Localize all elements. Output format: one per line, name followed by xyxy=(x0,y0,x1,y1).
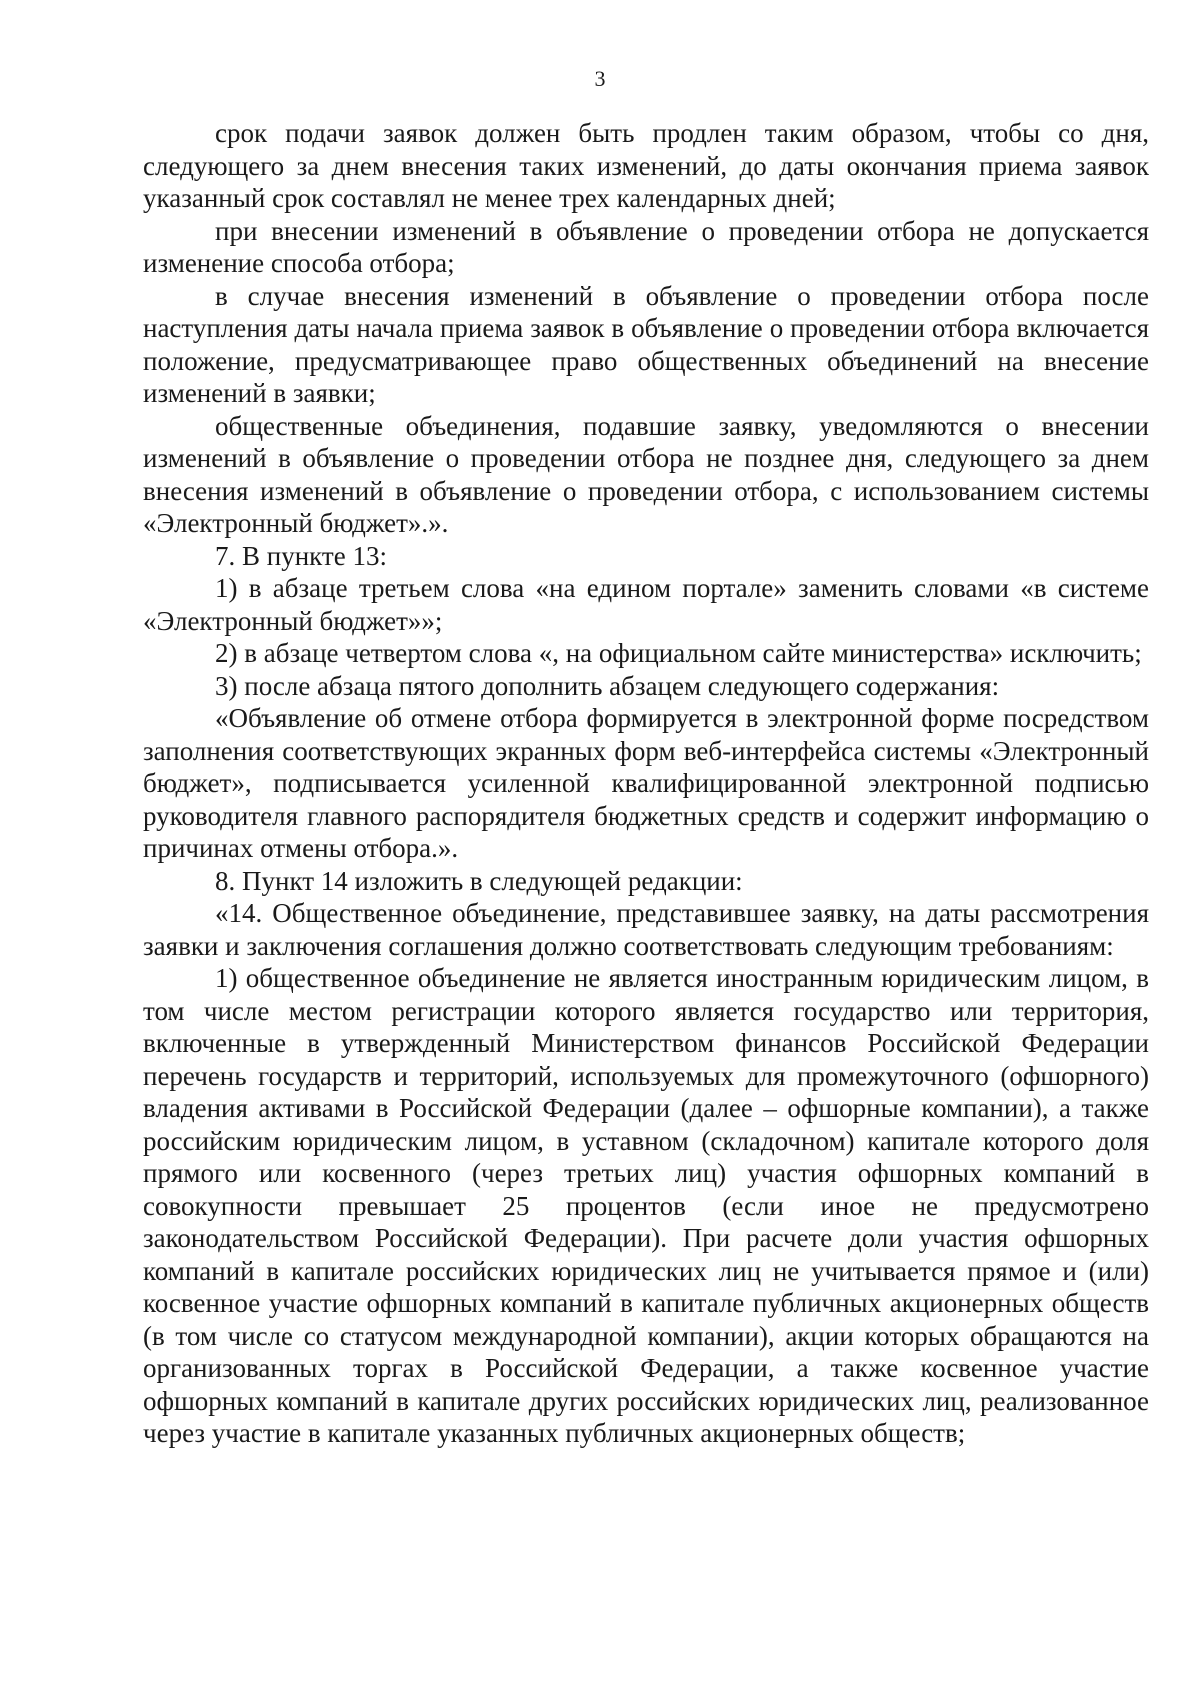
paragraph: «14. Общественное объединение, представившее заявку, на даты рассмотрения заявки и заключения соглашения должно соответствовать следующим требованиям: xyxy=(143,898,1149,961)
paragraph: в случае внесения изменений в объявление о проведении отбора после наступления даты начала приема заявок в объявление о проведении отбора включается положение, предусматривающее право общественных объединений на внесение изменений в заявки; xyxy=(143,280,1149,408)
paragraph: 1) в абзаце третьем слова «на едином портале» заменить словами «в системе «Электронный бюджет»»; xyxy=(143,573,1149,636)
paragraph: при внесении изменений в объявление о проведении отбора не допускается изменение способа отбора; xyxy=(143,215,1149,278)
paragraph: 2) в абзаце четвертом слова «, на официальном сайте министерства» исключить; xyxy=(215,638,1142,668)
paragraph: срок подачи заявок должен быть продлен таким образом, чтобы со дня, следующего за днем внесения таких изменений, до даты окончания приема заявок указанный срок составлял не менее трех календарных дней; xyxy=(143,118,1149,213)
paragraph: 7. В пункте 13: xyxy=(215,540,387,571)
paragraph: 8. Пункт 14 изложить в следующей редакции: xyxy=(215,865,743,896)
paragraph: 1) общественное объединение не является иностранным юридическим лицом, в том числе местом регистрации которого является государство или территория, включенные в утвержденный Министерством финансов Российской Федерации перечень государств и территорий, используемых для промежуточного (офшорного) владения активами в Российской Федерации (далее – офшорные компании), а также российским юридическим лицом, в уставном (складочном) капитале которого доля прямого или косвенного (через третьих лиц) участия офшорных компаний в совокупности превышает 25 процентов (если иное не предусмотрено законодательством Российской Федерации). При расчете доли участия офшорных компаний в капитале российских юридических лиц не учитывается прямое и (или) косвенное участие офшорных компаний в капитале публичных акционерных обществ (в том числе со статусом международной компании), акции которых обращаются на организованных торгах в Российской Федерации, а также косвенное участие офшорных компаний в капитале других российских юридических лиц, реализованное через участие в капитале указанных публичных акционерных обществ; xyxy=(143,963,1149,1448)
paragraph: общественные объединения, подавшие заявку, уведомляются о внесении изменений в объявление о проведении отбора не позднее дня, следующего за днем внесения изменений в объявление о проведении отбора, с использованием системы «Электронный бюджет».». xyxy=(143,410,1149,538)
document-body xyxy=(143,117,1149,1450)
paragraph: 3) после абзаца пятого дополнить абзацем следующего содержания: xyxy=(215,670,1000,701)
page-number: 3 xyxy=(594,66,606,91)
paragraph: «Объявление об отмене отбора формируется в электронной форме посредством заполнения соответствующих экранных форм веб-интерфейса системы «Электронный бюджет», подписывается усиленной квалифицированной электронной подписью руководителя главного распорядителя бюджетных средств и содержит информацию о причинах отмены отбора.». xyxy=(143,703,1149,863)
